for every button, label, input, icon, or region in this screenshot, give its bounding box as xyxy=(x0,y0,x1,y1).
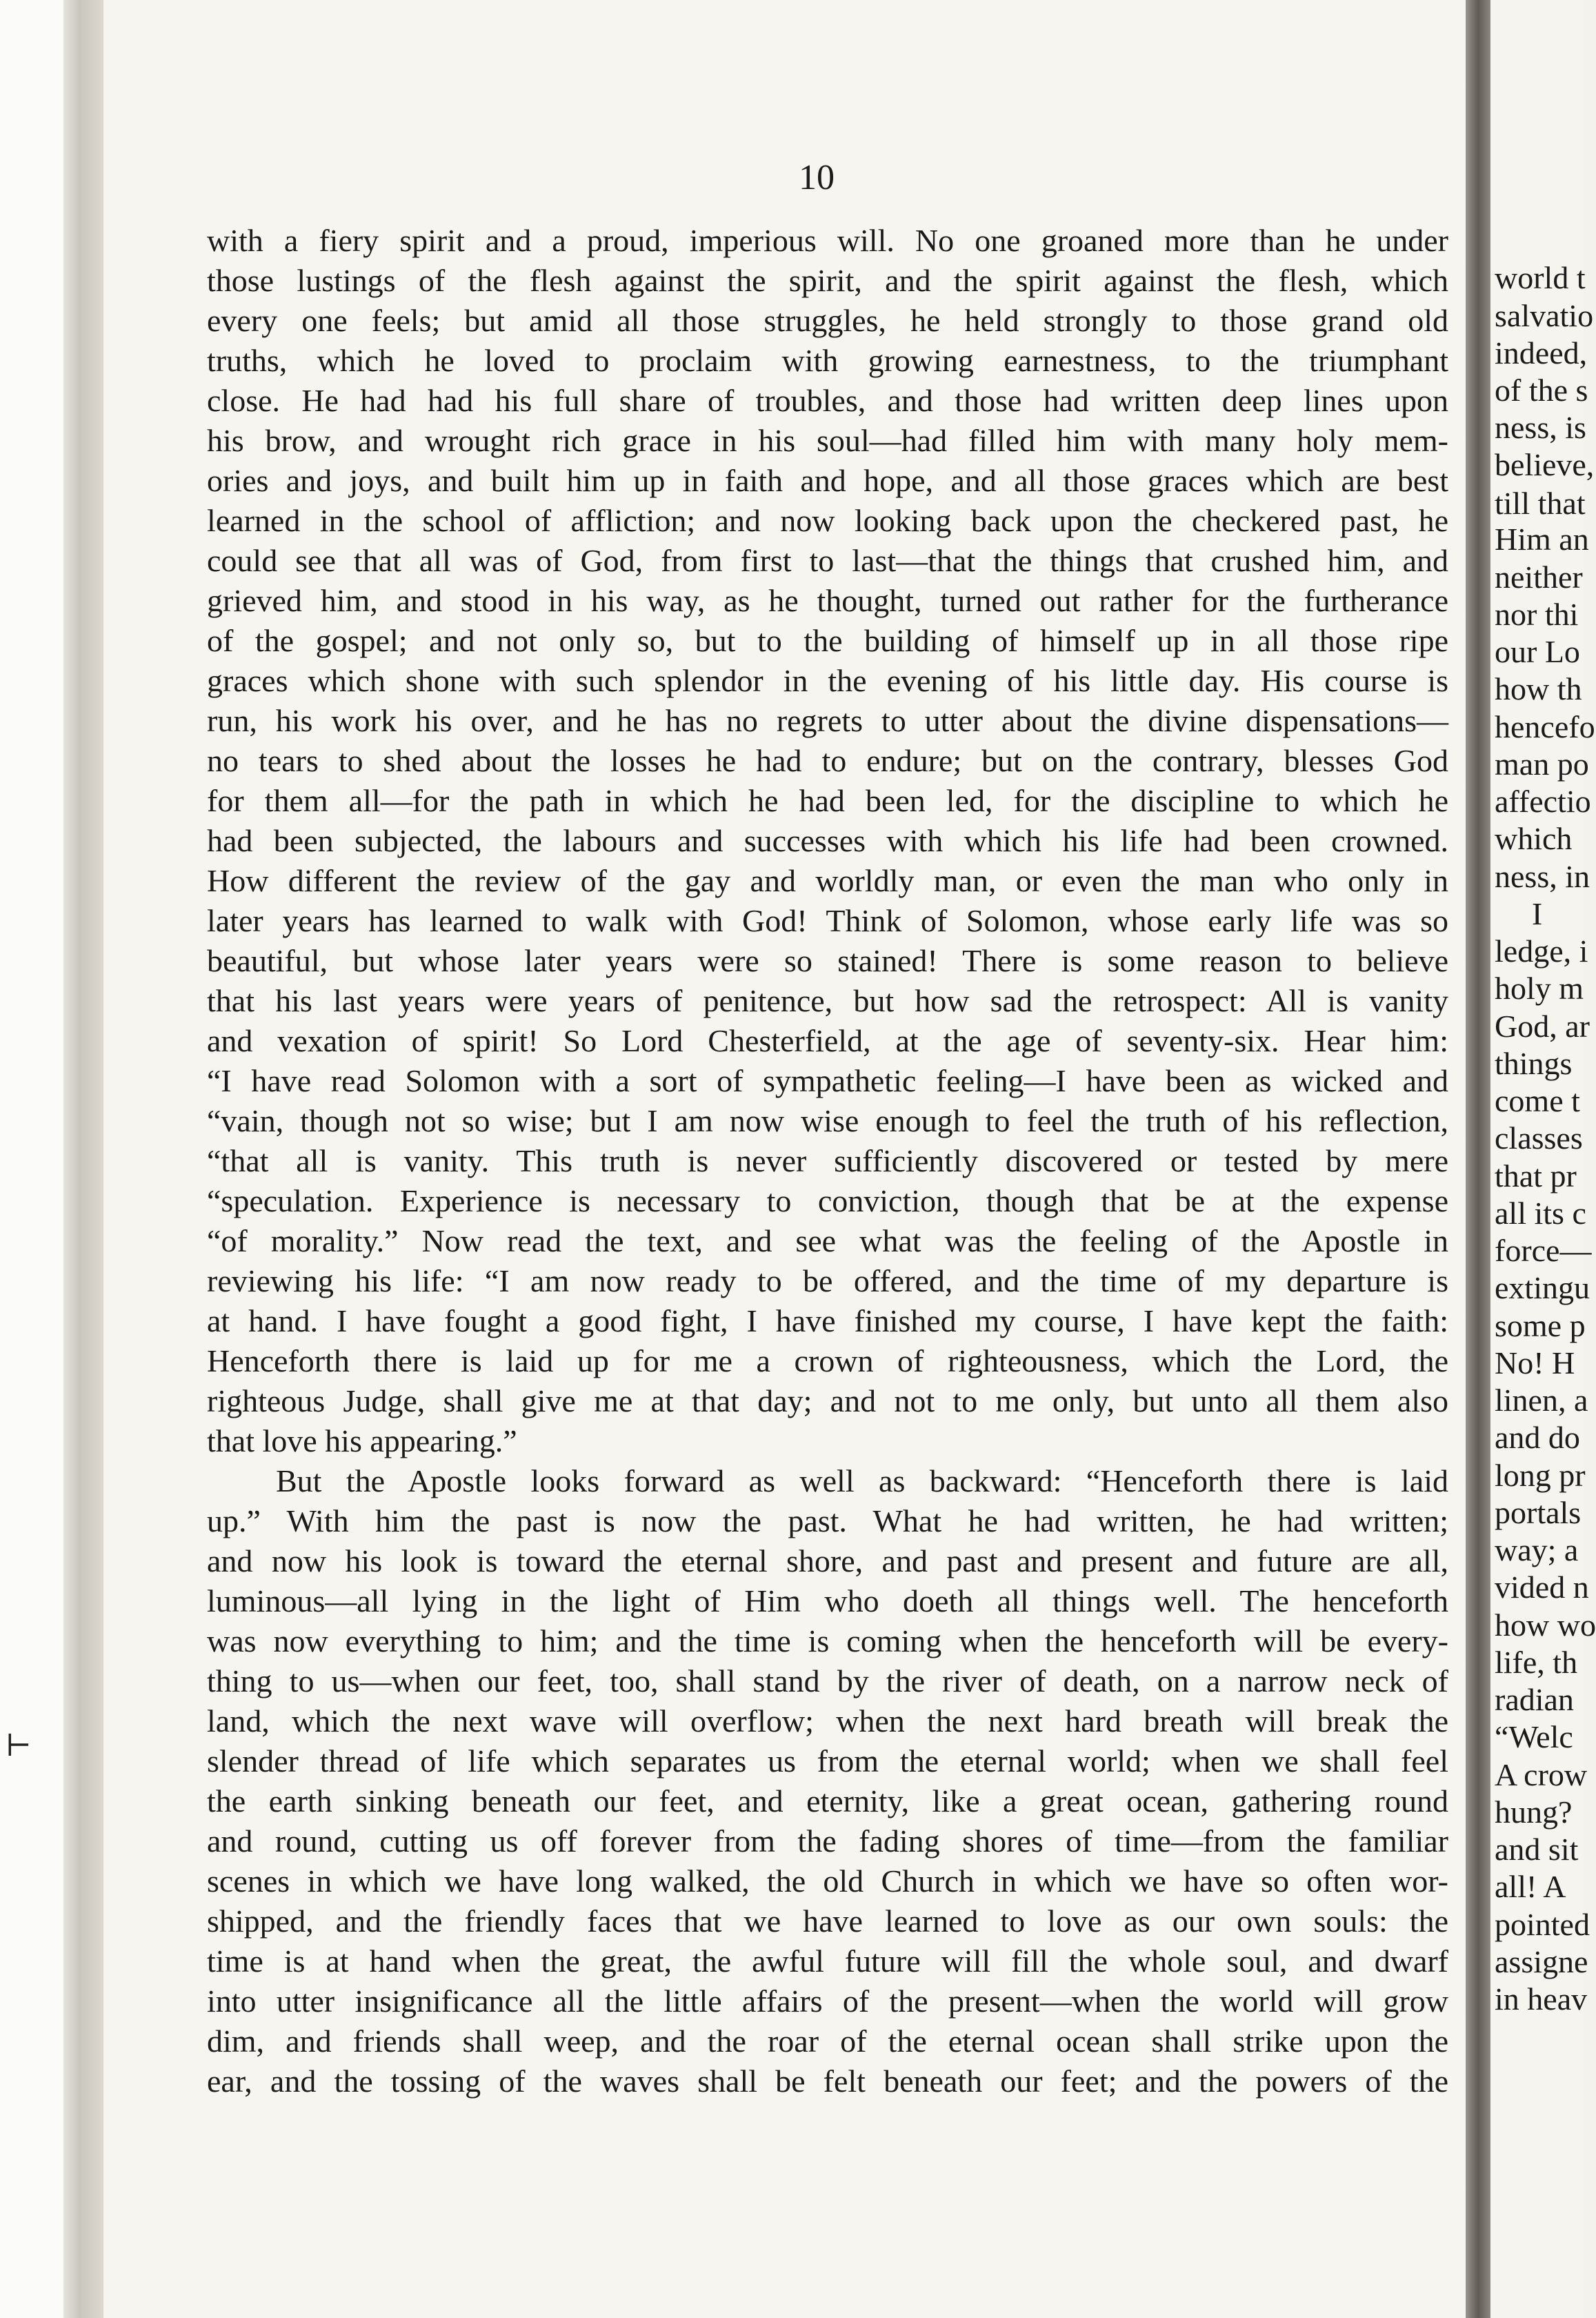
text-line: But the Apostle looks forward as well as backward: “Henceforth there is laid xyxy=(276,1463,1448,1498)
facing-page-text: man po xyxy=(1495,746,1589,782)
facing-page-text: A crow xyxy=(1495,1757,1588,1792)
text-line: with a fiery spirit and a proud, imperious will. No one groaned more than he under xyxy=(207,223,1448,258)
text-line: “speculation. Experience is necessary to conviction, though that be at the expense xyxy=(207,1183,1448,1218)
facing-page-text: things xyxy=(1495,1046,1573,1081)
text-line: at hand. I have fought a good fight, I have finished my course, I have kept the faith: xyxy=(207,1303,1448,1338)
text-line: How different the review of the gay and worldly man, or even the man who only in xyxy=(207,863,1448,898)
text-line: scenes in which we have long walked, the old Church in which we have so often wor- xyxy=(207,1863,1448,1899)
text-line: ear, and the tossing of the waves shall be felt beneath our feet; and the powers of the xyxy=(207,2063,1448,2099)
margin-mark: ⊢ xyxy=(6,1729,32,1763)
text-line: “that all is vanity. This truth is never sufficiently discovered or tested by mere xyxy=(207,1143,1448,1178)
facing-page-text: life, th xyxy=(1495,1645,1578,1680)
text-line: reviewing his life: “I am now ready to be offered, and the time of my departure is xyxy=(207,1263,1448,1298)
facing-page-text: way; a xyxy=(1495,1532,1579,1567)
facing-page-text: nor thi xyxy=(1495,597,1579,632)
text-line: could see that all was of God, from first to last—that the things that crushed him, and xyxy=(207,543,1448,578)
facing-page-text: in heav xyxy=(1495,1981,1588,2017)
text-line: and now his look is toward the eternal shore, and past and present and future are all, xyxy=(207,1543,1448,1578)
facing-page-text: pointed xyxy=(1495,1907,1590,1942)
book-gutter xyxy=(1466,0,1490,2318)
facing-page-text: of the s xyxy=(1495,373,1588,408)
facing-page-text: ness, in xyxy=(1495,859,1590,894)
facing-page-text: linen, a xyxy=(1495,1383,1588,1418)
facing-page-text: holy m xyxy=(1495,971,1584,1006)
text-line: land, which the next wave will overflow; when the next hard breath will break the xyxy=(207,1703,1448,1738)
text-line: Henceforth there is laid up for me a crown of righteousness, which the Lord, the xyxy=(207,1343,1448,1378)
facing-page-text: assigne xyxy=(1495,1944,1588,1979)
facing-page-text: and do xyxy=(1495,1420,1580,1455)
text-line: up.” With him the past is now the past. What he had written, he had written; xyxy=(207,1503,1448,1538)
text-line: beautiful, but whose later years were so stained! There is some reason to believe xyxy=(207,943,1448,978)
text-line: into utter insignificance all the little affairs of the present—when the world will grow xyxy=(207,1983,1448,2019)
facing-page-text: ness, is xyxy=(1495,410,1586,445)
facing-page-text: all its c xyxy=(1495,1196,1586,1231)
facing-page-text: neither xyxy=(1495,559,1583,595)
text-line: had been subjected, the labours and successes with which his life had been crowned. xyxy=(207,823,1448,858)
text-line: that love his appearing.” xyxy=(207,1423,517,1458)
facing-page-text: which xyxy=(1495,821,1573,856)
facing-page-text: some p xyxy=(1495,1308,1586,1343)
page-binding-edge xyxy=(63,0,103,2318)
facing-page-text: No! H xyxy=(1495,1345,1575,1380)
facing-page-text: Him an xyxy=(1495,522,1589,557)
facing-page-text: that pr xyxy=(1495,1158,1577,1193)
text-line: slender thread of life which separates us from the eternal world; when we shall feel xyxy=(207,1743,1448,1779)
text-line: of the gospel; and not only so, but to the building of himself up in all those ripe xyxy=(207,623,1448,658)
text-line: and vexation of spirit! So Lord Chesterfield, at the age of seventy-six. Hear him: xyxy=(207,1023,1448,1058)
text-line: “vain, though not so wise; but I am now wise enough to feel the truth of his reflection, xyxy=(207,1103,1448,1138)
facing-page-text: affectio xyxy=(1495,784,1591,819)
text-line: “I have read Solomon with a sort of sympathetic feeling—I have been as wicked and xyxy=(207,1063,1448,1098)
text-line: graces which shone with such splendor in the evening of his little day. His course is xyxy=(207,663,1448,698)
text-line: ories and joys, and built him up in faith and hope, and all those graces which are best xyxy=(207,463,1448,498)
facing-page-text: “Welc xyxy=(1495,1719,1573,1754)
facing-page-text: and sit xyxy=(1495,1832,1579,1867)
facing-page-text: come t xyxy=(1495,1083,1580,1118)
text-line: later years has learned to walk with God! Think of Solomon, whose early life was so xyxy=(207,903,1448,938)
facing-page-text: our Lo xyxy=(1495,634,1580,669)
text-line: time is at hand when the great, the awful future will fill the whole soul, and dwarf xyxy=(207,1943,1448,1979)
text-line: “of morality.” Now read the text, and see what was the feeling of the Apostle in xyxy=(207,1223,1448,1258)
facing-page-text: salvatio xyxy=(1495,298,1594,333)
text-line: truths, which he loved to proclaim with growing earnestness, to the triumphant xyxy=(207,343,1448,378)
facing-page-text: force— xyxy=(1495,1233,1592,1268)
text-line: close. He had had his full share of troubles, and those had written deep lines upon xyxy=(207,383,1448,418)
facing-page-text: how wo xyxy=(1495,1607,1596,1643)
text-line: those lustings of the flesh against the spirit, and the spirit against the flesh, which xyxy=(207,263,1448,298)
facing-page-text: all! A xyxy=(1495,1869,1566,1904)
facing-page-text: portals xyxy=(1495,1495,1582,1530)
facing-page-text: ledge, i xyxy=(1495,933,1588,969)
facing-page-fragment xyxy=(1490,0,1596,2318)
text-line: dim, and friends shall weep, and the roar of the eternal ocean shall strike upon the xyxy=(207,2023,1448,2059)
facing-page-text: hung? xyxy=(1495,1794,1573,1830)
body-text xyxy=(207,221,1448,2101)
text-line: and round, cutting us off forever from the fading shores of time—from the familiar xyxy=(207,1823,1448,1859)
facing-page-text: classes xyxy=(1495,1120,1583,1156)
facing-page-text: world t xyxy=(1495,260,1586,295)
facing-page-text: I xyxy=(1532,896,1543,931)
text-line: that his last years were years of penitence, but how sad the retrospect: All is vanity xyxy=(207,983,1448,1018)
text-line: every one feels; but amid all those struggles, he held strongly to those grand old xyxy=(207,303,1448,338)
facing-page-text: long pr xyxy=(1495,1458,1586,1493)
text-line: grieved him, and stood in his way, as he thought, turned out rather for the furtherance xyxy=(207,583,1448,618)
facing-page-text: radian xyxy=(1495,1682,1574,1717)
text-line: thing to us—when our feet, too, shall stand by the river of death, on a narrow neck of xyxy=(207,1663,1448,1698)
text-line: learned in the school of affliction; and now looking back upon the checkered past, he xyxy=(207,503,1448,538)
facing-page-text: believe, xyxy=(1495,447,1595,482)
text-line: run, his work his over, and he has no regrets to utter about the divine dispensations— xyxy=(207,703,1448,738)
text-line: was now everything to him; and the time is coming when the henceforth will be every- xyxy=(207,1623,1448,1658)
text-line: shipped, and the friendly faces that we have learned to love as our own souls: the xyxy=(207,1903,1448,1939)
facing-page-text: till that xyxy=(1495,486,1586,521)
facing-page-text: indeed, xyxy=(1495,335,1588,370)
text-line: for them all—for the path in which he had been led, for the discipline to which he xyxy=(207,783,1448,818)
facing-page-text: extingu xyxy=(1495,1270,1590,1305)
text-line: the earth sinking beneath our feet, and eternity, like a great ocean, gathering round xyxy=(207,1783,1448,1819)
text-line: righteous Judge, shall give me at that day; and not to me only, but unto all them also xyxy=(207,1383,1448,1418)
facing-page-text: hencefo xyxy=(1495,709,1595,744)
text-line: luminous—all lying in the light of Him who doeth all things well. The henceforth xyxy=(207,1583,1448,1618)
text-line: his brow, and wrought rich grace in his soul—had filled him with many holy mem- xyxy=(207,423,1448,458)
facing-page-text: how th xyxy=(1495,671,1582,706)
facing-page-text: God, ar xyxy=(1495,1009,1590,1044)
page-number: 10 xyxy=(799,158,835,197)
facing-page-text: vided n xyxy=(1495,1569,1589,1605)
text-line: no tears to shed about the losses he had to endure; but on the contrary, blesses God xyxy=(207,743,1448,778)
